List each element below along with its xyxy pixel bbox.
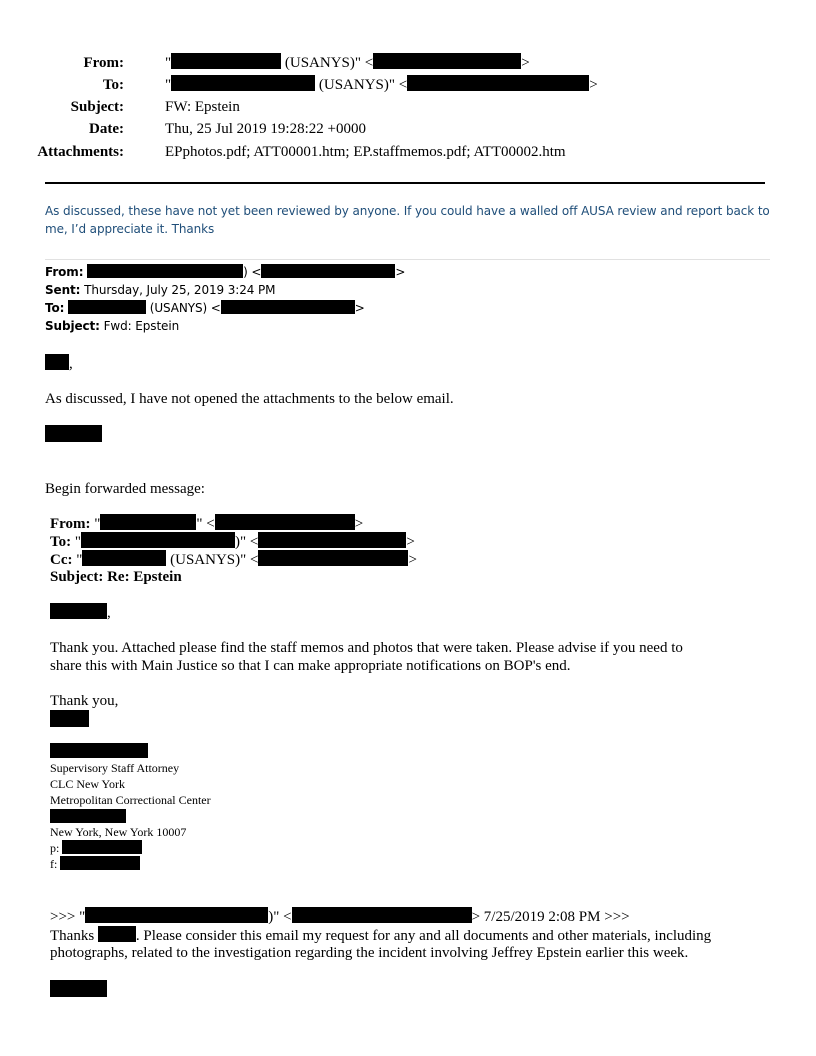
signature-org: CLC New York bbox=[50, 777, 126, 791]
redaction-box bbox=[261, 264, 395, 278]
redaction-box bbox=[45, 425, 102, 442]
quoted-sep: )" < bbox=[268, 909, 292, 925]
forward-note: As discussed, these have not yet been reviewed by anyone. If you could have a walled off AUSA review and report back to me, I’d appreciate it. Thanks bbox=[45, 204, 770, 236]
header-date-label: Date: bbox=[89, 121, 124, 137]
outlook-from-label: From: bbox=[45, 265, 84, 279]
quoted-thanks: Thanks bbox=[50, 928, 98, 944]
header-subject-value: FW: Epstein bbox=[165, 99, 240, 115]
header-to-label: To: bbox=[102, 77, 124, 93]
outlook-to-label: To: bbox=[45, 301, 65, 315]
signature-facility: Metropolitan Correctional Center bbox=[50, 793, 211, 807]
redaction-box bbox=[45, 354, 69, 370]
forwarded-cc-row bbox=[50, 550, 417, 569]
redaction-box bbox=[82, 550, 166, 566]
fax-label: f: bbox=[50, 857, 58, 871]
redaction-box bbox=[87, 264, 243, 278]
quoted-header bbox=[50, 907, 630, 926]
angle-close: > bbox=[408, 552, 417, 568]
redaction-box bbox=[81, 532, 235, 548]
header-from-org: (USANYS)" < bbox=[281, 55, 374, 71]
quote-mark: " bbox=[94, 516, 101, 532]
outlook-from-sep: ) < bbox=[243, 265, 262, 279]
quoted-prefix: >>> " bbox=[50, 909, 86, 925]
redaction-box bbox=[171, 75, 315, 91]
signature-redaction bbox=[45, 425, 102, 445]
redaction-box bbox=[60, 856, 140, 870]
redaction-box bbox=[50, 743, 148, 758]
redaction-box bbox=[50, 980, 107, 997]
header-subject-row bbox=[0, 96, 780, 118]
forwarded-to-sep: )" < bbox=[235, 534, 259, 550]
outlook-to-row bbox=[45, 299, 365, 317]
quote-mark: " bbox=[76, 552, 83, 568]
greeting bbox=[45, 354, 73, 373]
header-subject-label: Subject: bbox=[70, 99, 124, 115]
forwarded-cc-org: (USANYS)" < bbox=[166, 552, 259, 568]
forwarded-to-label: To: bbox=[50, 534, 75, 550]
outlook-subject-row bbox=[45, 317, 179, 335]
outlook-subject-value: Fwd: Epstein bbox=[99, 319, 180, 333]
header-to-value bbox=[165, 74, 598, 96]
forwarded-to-row bbox=[50, 532, 415, 551]
signature-name-redaction bbox=[50, 743, 148, 761]
header-to-row bbox=[0, 74, 780, 96]
forwarded-from-sep: " < bbox=[196, 516, 215, 532]
body-line: As discussed, I have not opened the attachments to the below email. bbox=[45, 391, 454, 407]
quoted-line: photographs, related to the investigation regarding the incident involving Jeffrey Epstein earlier this week. bbox=[50, 945, 689, 961]
forwarded-para-line: Thank you. Attached please find the staff memos and photos that were taken. Please advise if you need to bbox=[50, 640, 683, 656]
header-attachments-row bbox=[0, 141, 780, 163]
angle-close: > bbox=[521, 55, 530, 71]
signature-title: Supervisory Staff Attorney bbox=[50, 761, 180, 775]
forwarded-para-line: share this with Main Justice so that I can make appropriate notifications on BOP's end. bbox=[50, 658, 571, 674]
header-attachments-value: EPphotos.pdf; ATT00001.htm; EP.staffmemos.pdf; ATT00002.htm bbox=[165, 144, 566, 160]
begin-forwarded-label: Begin forwarded message: bbox=[45, 481, 205, 497]
header-divider bbox=[45, 182, 765, 184]
outlook-from-row bbox=[45, 263, 405, 281]
redaction-box bbox=[100, 514, 196, 530]
redaction-box bbox=[373, 53, 521, 69]
quoted-request: . Please consider this email my request for any and all documents and other materials, including bbox=[135, 928, 712, 944]
forwarded-subject-row: Subject: Re: Epstein bbox=[50, 569, 182, 585]
redaction-box bbox=[98, 926, 136, 942]
quoted-timestamp: > 7/25/2019 2:08 PM >>> bbox=[471, 909, 630, 925]
header-attachments-label: Attachments: bbox=[37, 144, 124, 160]
redaction-box bbox=[221, 300, 355, 314]
angle-close: > bbox=[354, 516, 364, 532]
signature-city: New York, New York 10007 bbox=[50, 825, 187, 839]
forwarded-closing: Thank you, bbox=[50, 693, 119, 709]
redaction-box bbox=[407, 75, 589, 91]
forwarded-from-label: From: bbox=[50, 516, 95, 532]
redaction-box bbox=[50, 603, 107, 619]
outlook-to-org: (USANYS) < bbox=[146, 301, 221, 315]
header-from-value bbox=[165, 52, 530, 74]
redaction-box bbox=[258, 550, 408, 566]
angle-close: > bbox=[589, 77, 598, 93]
quoted-signature-redaction bbox=[50, 980, 107, 1000]
angle-close: > bbox=[406, 534, 415, 550]
redaction-box bbox=[50, 710, 89, 727]
header-to-org: (USANYS)" < bbox=[315, 77, 408, 93]
outlook-subject-label: Subject: bbox=[45, 319, 100, 333]
quote-mark: " bbox=[74, 534, 81, 550]
forwarded-from-row bbox=[50, 514, 363, 533]
signature-phone-row bbox=[50, 840, 142, 856]
signature-fax-row bbox=[50, 856, 140, 872]
outlook-sent-value: Thursday, July 25, 2019 3:24 PM bbox=[80, 283, 276, 297]
redaction-box bbox=[85, 907, 268, 923]
redaction-box bbox=[68, 300, 146, 314]
sender-name-redaction bbox=[50, 710, 89, 730]
redaction-box bbox=[171, 53, 281, 69]
redaction-box bbox=[258, 532, 406, 548]
greeting-comma: , bbox=[69, 356, 73, 372]
header-from-row bbox=[0, 52, 780, 74]
phone-label: p: bbox=[50, 841, 60, 855]
angle-close: > bbox=[354, 301, 365, 315]
redaction-box bbox=[215, 514, 355, 530]
redaction-box bbox=[62, 840, 142, 854]
forwarded-cc-label: Cc: bbox=[50, 552, 77, 568]
quote-mark: " bbox=[165, 77, 172, 93]
redaction-box bbox=[292, 907, 472, 923]
header-date-row bbox=[0, 118, 780, 140]
quoted-line bbox=[50, 926, 711, 945]
redaction-box bbox=[50, 809, 126, 823]
message-divider bbox=[45, 259, 770, 260]
greeting-comma: , bbox=[107, 605, 111, 621]
header-from-label: From: bbox=[83, 55, 124, 71]
angle-close: > bbox=[395, 265, 406, 279]
quote-mark: " bbox=[165, 55, 172, 71]
header-date-value: Thu, 25 Jul 2019 19:28:22 +0000 bbox=[165, 121, 366, 137]
forwarded-greeting bbox=[50, 603, 111, 622]
outlook-sent-row bbox=[45, 281, 275, 299]
outlook-sent-label: Sent: bbox=[45, 283, 81, 297]
